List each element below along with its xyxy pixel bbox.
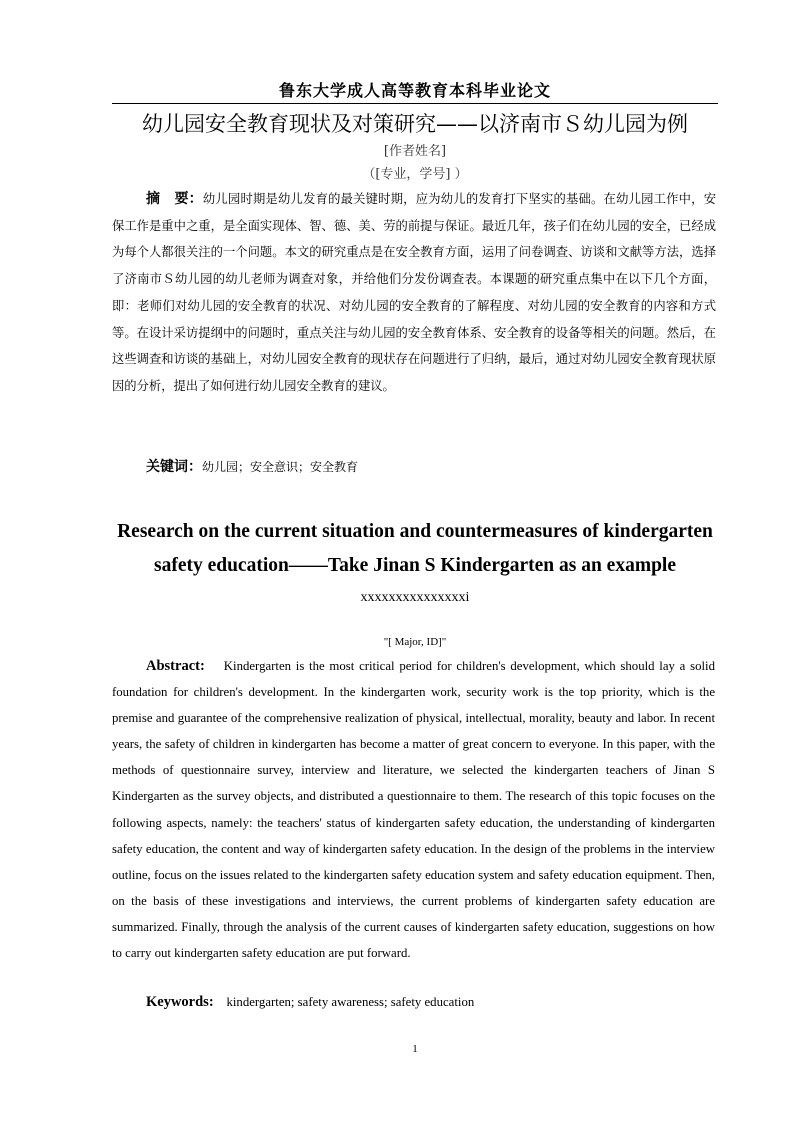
- english-author: xxxxxxxxxxxxxxxi: [360, 590, 470, 605]
- english-abstract: [112, 653, 715, 966]
- chinese-abstract-label: 摘 要：: [146, 191, 203, 207]
- page-number: 1: [412, 1043, 418, 1055]
- chinese-abstract: [112, 186, 716, 400]
- english-keywords-label: Keywords:: [146, 994, 214, 1010]
- english-title: Research on the current situation and countermeasures of kindergarten safety education——Take Jinan S Kindergarten as an example: [117, 521, 713, 576]
- chinese-major-id: （[专业，学号] ）: [362, 167, 468, 182]
- header-rule: [112, 103, 718, 104]
- english-abstract-text: Kindergarten is the most critical period for children's development, which should lay a solid foundation for children's development. In the kindergarten work, security work is the top priority, which is the premise and guarantee of the comprehensive realization of physical, intellectual, morality, beauty and labor. In recent years, the safety of children in kindergarten has become a matter of great concern to everyone. In this paper, with the methods of questionnaire survey, interview and literature, we selected the kindergarten teachers of Jinan S Kindergarten as the survey objects, and distributed a questionnaire to them. The research of this topic focuses on the following aspects, namely: the teachers' status of kindergarten safety education, the understanding of kindergarten safety education, the content and way of kindergarten safety education. In the design of the problems in the interview outline, focus on the issues related to the kindergarten safety education system and safety education equipment. Then, on the basis of these investigations and interviews, the current problems of kindergarten safety education are summarized. Finally, through the analysis of the current causes of kindergarten safety education, suggestions on how to carry out kindergarten safety education are put forward.: [112, 659, 715, 961]
- chinese-keywords-label: 关键词：: [146, 459, 202, 475]
- english-major-id: "[ Major, ID]": [383, 636, 447, 648]
- chinese-author: [作者姓名]: [383, 144, 447, 159]
- running-header: 鲁东大学成人高等教育本科毕业论文: [278, 81, 551, 100]
- english-keywords: [146, 994, 716, 1011]
- chinese-keywords: [146, 456, 716, 476]
- chinese-title: 幼儿园安全教育现状及对策研究——以济南市Ｓ幼儿园为例: [142, 112, 688, 136]
- english-abstract-label: Abstract:: [146, 658, 205, 674]
- chinese-keywords-text: 幼儿园；安全意识；安全教育: [202, 460, 359, 474]
- english-keywords-text: kindergarten; safety awareness; safety education: [226, 995, 475, 1009]
- chinese-abstract-text: 幼儿园时期是幼儿发育的最关键时期，应为幼儿的发育打下坚实的基础。在幼儿园工作中，安保工作是重中之重，是全面实现体、智、德、美、劳的前提与保证。最近几年，孩子们在幼儿园的安全，已经成为每个人都很关注的一个问题。本文的研究重点是在安全教育方面，运用了问卷调查、访谈和文献等方法，选择了济南市Ｓ幼儿园的幼儿老师为调查对象，并给他们分发份调查表。本课题的研究重点集中在以下几个方面，即：老师们对幼儿园的安全教育的状况、对幼儿园的安全教育的了解程度、对幼儿园的安全教育的内容和方式等。在设计采访提纲中的问题时，重点关注与幼儿园的安全教育体系、安全教育的设备等相关的问题。然后，在这些调查和访谈的基础上，对幼儿园安全教育的现状存在问题进行了归纳，最后，通过对幼儿园安全教育现状原因的分析，提出了如何进行幼儿园安全教育的建议。: [112, 192, 717, 393]
